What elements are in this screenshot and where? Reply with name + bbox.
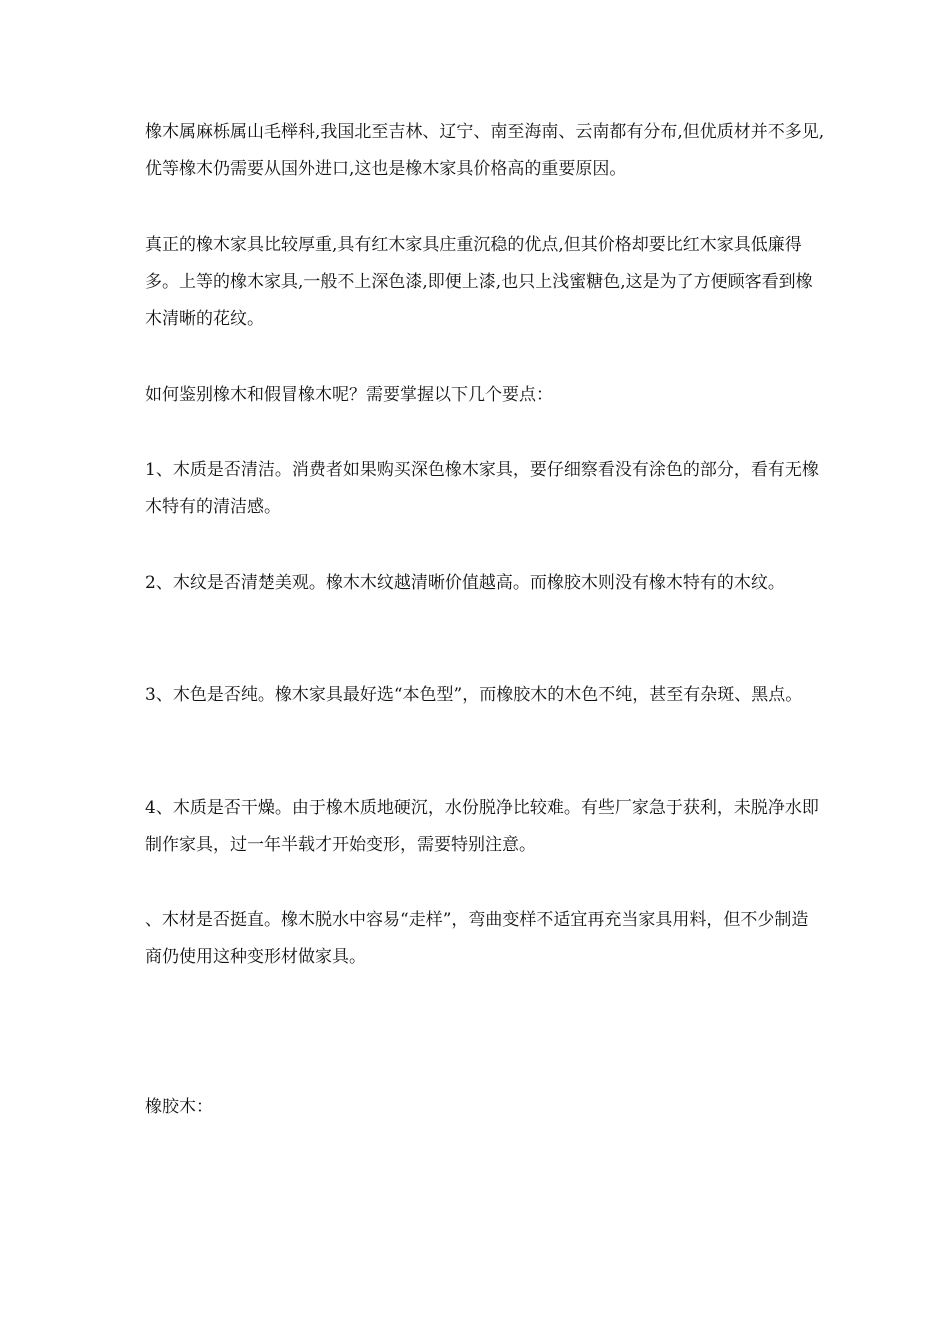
paragraph-point-5: 、木材是否挺直。橡木脱水中容易“走样”，弯曲变样不适宜再充当家具用料，但不少制造商仍使用这种变形材做家具。	[145, 910, 809, 967]
paragraph-point-4: 4、木质是否干燥。由于橡木质地硬沉，水份脱净比较难。有些厂家急于获利，未脱净水即制作家具，过一年半载才开始变形，需要特别注意。	[145, 798, 819, 855]
paragraph-oak-furniture: 真正的橡木家具比较厚重,具有红木家具庄重沉稳的优点,但其价格却要比红木家具低廉得多。上等的橡木家具,一般不上深色漆,即便上漆,也只上浅蜜糖色,这是为了方便顾客看到橡木清晰的花纹。	[145, 235, 813, 329]
paragraph-identify-question: 如何鉴别橡木和假冒橡木呢？需要掌握以下几个要点：	[145, 385, 553, 405]
paragraph-oak-origin: 橡木属麻栎属山毛榉科,我国北至吉林、辽宁、南至海南、云南都有分布,但优质材并不多见,优等橡木仍需要从国外进口,这也是橡木家具价格高的重要原因。	[145, 122, 825, 179]
paragraph-point-2: 2、木纹是否清楚美观。橡木木纹越清晰价值越高。而橡胶木则没有橡木特有的木纹。	[145, 573, 785, 593]
paragraph-point-1: 1、木质是否清洁。消费者如果购买深色橡木家具，要仔细察看没有涂色的部分，看有无橡木特有的清洁感。	[145, 460, 819, 517]
paragraph-point-3: 3、木色是否纯。橡木家具最好选“本色型”，而橡胶木的木色不纯，甚至有杂斑、黑点。	[145, 685, 803, 705]
paragraph-rubberwood-heading: 橡胶木：	[145, 1097, 213, 1117]
